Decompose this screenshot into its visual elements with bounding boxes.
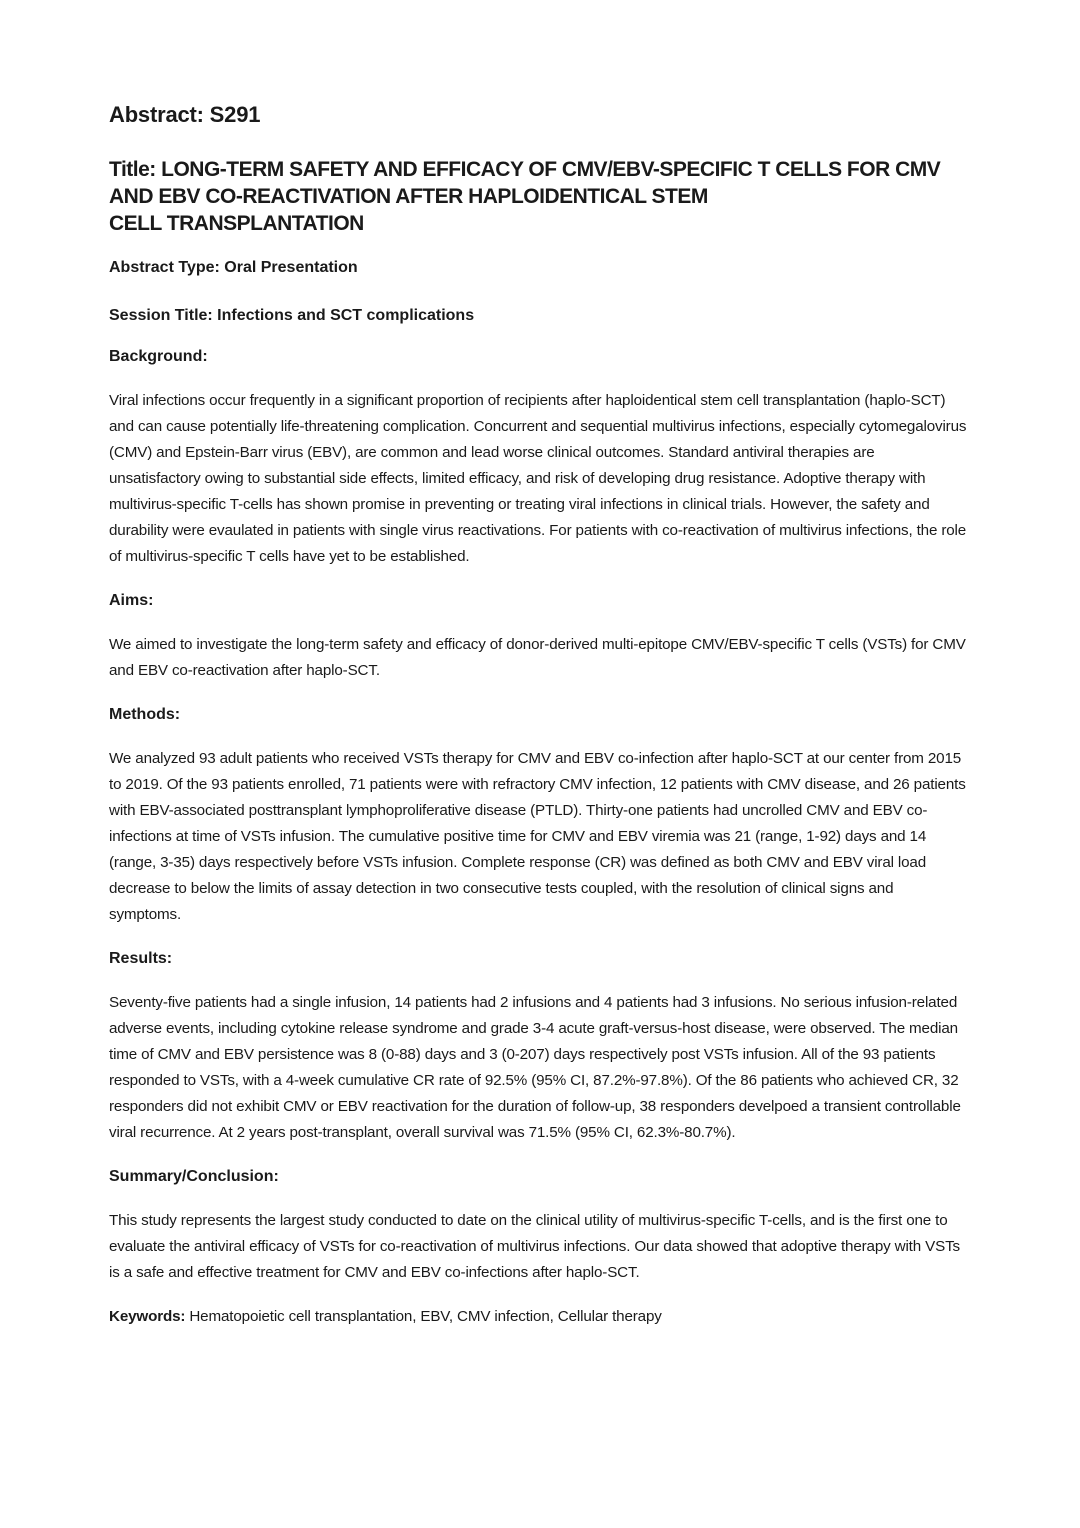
aims-text: We aimed to investigate the long-term safety and efficacy of donor-derived multi-epitope CMV/EBV-specific T cells (VSTs) for CMV and EBV co-reactivation after haplo-SCT. xyxy=(109,636,966,679)
abstract-number: Abstract: S291 xyxy=(109,102,261,127)
aims-heading: Aims: xyxy=(109,592,154,609)
results-heading: Results: xyxy=(109,950,173,967)
results-section xyxy=(109,948,969,1146)
keywords xyxy=(109,1306,969,1328)
session-title: Session Title: Infections and SCT complications xyxy=(109,307,475,324)
background-text: Viral infections occur frequently in a significant proportion of recipients after haploidentical stem cell transplantation (haplo-SCT) and can cause potentially life-threatening complication. Concurrent and sequential multivirus infections, especially cytomegalovirus (CMV) and Epstein-Barr virus (EBV), are common and lead worse clinical outcomes. Standard antiviral therapies are unsatisfactory owing to substantial side effects, limited efficacy, and risk of developing drug resistance. Adoptive therapy with multivirus-specific T-cells has shown promise in preventing or treating viral infections in clinical trials. However, the safety and durability were evaulated in patients with single virus reactivations. For patients with co-reactivation of multivirus infections, the role of multivirus-specific T cells have yet to be established. xyxy=(109,392,967,565)
abstract-type: Abstract Type: Oral Presentation xyxy=(109,259,358,276)
methods-section xyxy=(109,704,969,928)
background-heading: Background: xyxy=(109,348,208,365)
abstract-title xyxy=(109,156,969,237)
methods-text: We analyzed 93 adult patients who received VSTs therapy for CMV and EBV co-infection after haplo-SCT at our center from 2015 to 2019. Of the 93 patients enrolled, 71 patients were with refractory CMV infection, 12 patients with CMV disease, and 26 patients with EBV-associated posttransplant lymphoproliferative disease (PTLD). Thirty-one patients had uncrolled CMV and EBV co-infections at time of VSTs infusion. The cumulative positive time for CMV and EBV viremia was 21 (range, 1-92) days and 14 (range, 3-35) days respectively before VSTs infusion. Complete response (CR) was defined as both CMV and EBV viral load decrease to below the limits of assay detection in two consecutive tests coupled, with the resolution of clinical signs and symptoms. xyxy=(109,750,966,923)
title-line: Title: LONG-TERM SAFETY AND EFFICACY OF CMV/EBV-SPECIFIC T CELLS FOR CMV xyxy=(109,158,941,181)
methods-heading: Methods: xyxy=(109,706,181,723)
conclusion-heading: Summary/Conclusion: xyxy=(109,1168,279,1185)
results-text: Seventy-five patients had a single infusion, 14 patients had 2 infusions and 4 patients had 3 infusions. No serious infusion-related adverse events, including cytokine release syndrome and grade 3-4 acute graft-versus-host disease, were observed. The median time of CMV and EBV persistence was 8 (0-88) days and 3 (0-207) days respectively post VSTs infusion. All of the 93 patients responded to VSTs, with a 4-week cumulative CR rate of 92.5% (95% CI, 87.2%-97.8%). Of the 86 patients who achieved CR, 32 responders did not exhibit CMV or EBV reactivation for the duration of follow-up, 38 responders develpoed a transient controllable viral recurrence. At 2 years post-transplant, overall survival was 71.5% (95% CI, 62.3%-80.7%). xyxy=(109,994,961,1141)
conclusion-text: This study represents the largest study conducted to date on the clinical utility of multivirus-specific T-cells, and is the first one to evaluate the antiviral efficacy of VSTs for co-reactivation of multivirus infections. Our data showed that adoptive therapy with VSTs is a safe and effective treatment for CMV and EBV co-infections after haplo-SCT. xyxy=(109,1212,960,1281)
keywords-label: Keywords: xyxy=(109,1308,186,1325)
keywords-text: Hematopoietic cell transplantation, EBV, CMV infection, Cellular therapy xyxy=(185,1308,662,1325)
title-line: AND EBV CO-REACTIVATION AFTER HAPLOIDENTICAL STEM xyxy=(109,185,708,208)
aims-section xyxy=(109,590,969,684)
background-section xyxy=(109,346,969,570)
abstract-page xyxy=(109,100,969,1328)
title-line: CELL TRANSPLANTATION xyxy=(109,212,364,235)
conclusion-section xyxy=(109,1166,969,1286)
